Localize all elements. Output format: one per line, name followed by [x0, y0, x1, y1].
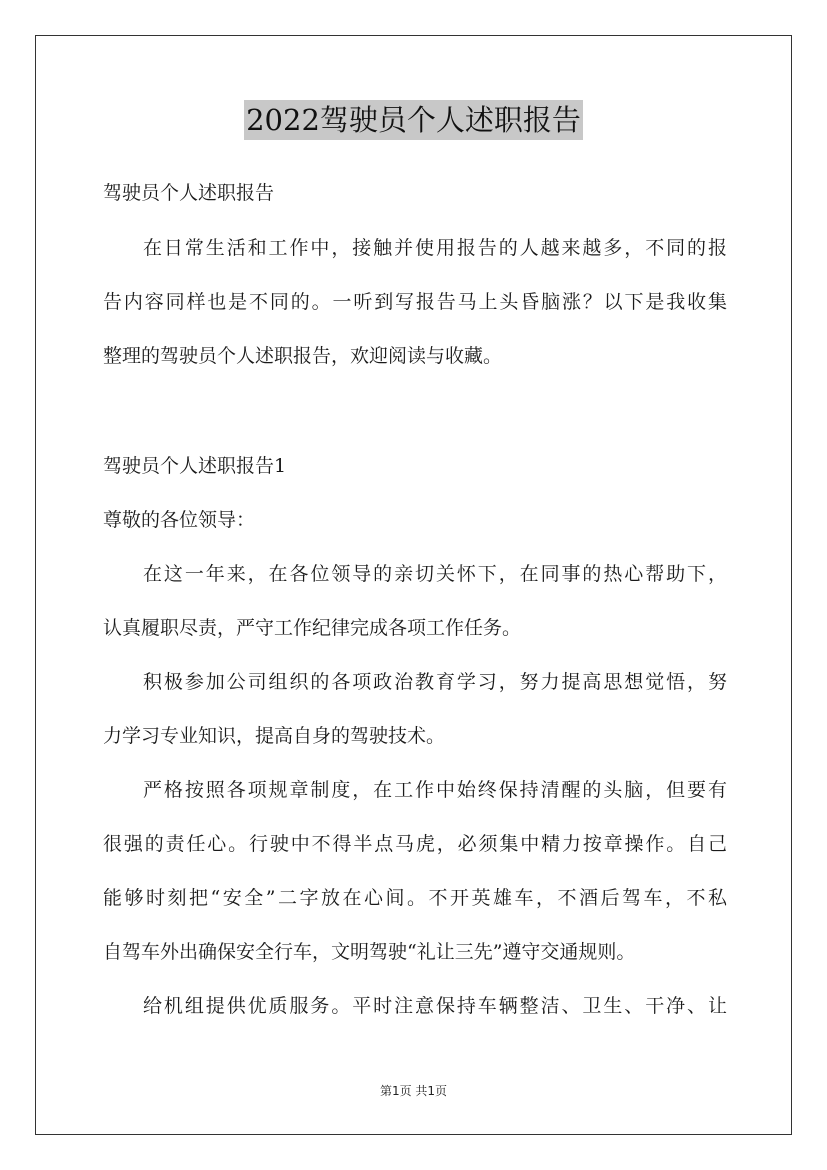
title-container	[0, 100, 827, 140]
paragraph-line: 严格按照各项规章制度，在工作中始终保持清醒的头脑，但要有	[143, 779, 727, 801]
paragraph-line: 告内容同样也是不同的。一听到写报告马上头昏脑涨？以下是我收集	[103, 291, 727, 313]
paragraph-line: 给机组提供优质服务。平时注意保持车辆整洁、卫生、干净、让	[143, 995, 727, 1017]
paragraph-line: 很强的责任心。行驶中不得半点马虎，必须集中精力按章操作。自己	[103, 833, 727, 855]
subtitle-line: 驾驶员个人述职报告	[103, 182, 275, 204]
salutation: 尊敬的各位领导：	[103, 509, 256, 531]
paragraph-line: 整理的驾驶员个人述职报告，欢迎阅读与收藏。	[103, 345, 503, 367]
paragraph-line: 能够时刻把“安全”二字放在心间。不开英雄车，不酒后驾车，不私	[103, 887, 727, 909]
paragraph-line: 在日常生活和工作中，接触并使用报告的人越来越多，不同的报	[143, 237, 727, 259]
paragraph-line: 认真履职尽责，严守工作纪律完成各项工作任务。	[103, 617, 522, 639]
paragraph-line: 自驾车外出确保安全行车，文明驾驶“礼让三先”遵守交通规则。	[103, 941, 636, 963]
paragraph-line: 在这一年来，在各位领导的亲切关怀下，在同事的热心帮助下，	[143, 563, 727, 585]
section-heading: 驾驶员个人述职报告1	[103, 455, 287, 477]
paragraph-line: 积极参加公司组织的各项政治教育学习，努力提高思想觉悟，努	[143, 671, 727, 693]
document-title: 2022驾驶员个人述职报告	[244, 100, 583, 140]
page-footer: 第1页 共1页	[379, 1084, 448, 1098]
paragraph-line: 力学习专业知识，提高自身的驾驶技术。	[103, 725, 446, 747]
